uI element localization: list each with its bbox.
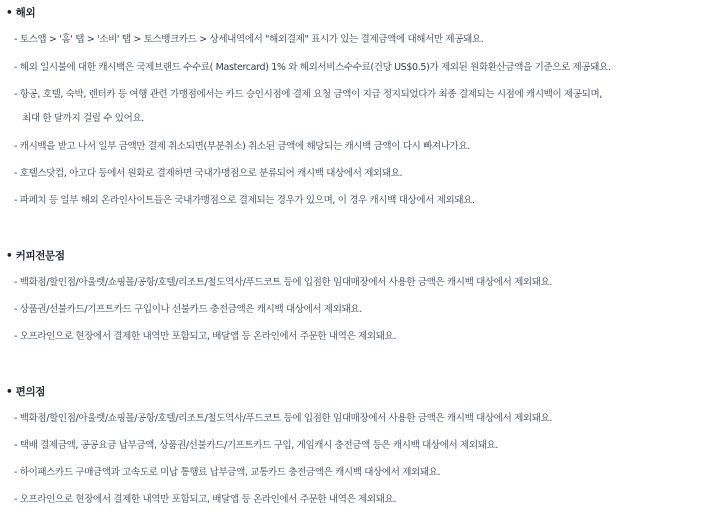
notice-line: - 항공, 호텔, 숙박, 렌터카 등 여행 관련 가맹점에서는 카드 승인시점에 결제 요청 금액이 지급 정지되었다가 최종 결제되는 시점에 캐시백이 제공되며, [14, 89, 602, 100]
notice-line: - 택배 결제금액, 공공요금 납부금액, 상품권/선불카드/기프트카드 구입, 게임캐시 충전금액 등은 캐시백 대상에서 제외돼요. [14, 440, 499, 451]
section-title-convenience-store: • 편의점 [6, 386, 46, 398]
notice-line-continued: 최대 한 달까지 걸릴 수 있어요. [22, 113, 144, 124]
notice-line: - 오프라인으로 현장에서 결제한 내역만 포함되고, 배달앱 등 온라인에서 주문한 내역은 제외돼요. [14, 331, 397, 342]
notice-line: - 오프라인으로 현장에서 결제한 내역만 포함되고, 배달앱 등 온라인에서 주문한 내역은 제외돼요. [14, 494, 397, 505]
notice-line: - 캐시백을 받고 나서 일부 금액만 결제 취소되면(부분취소) 취소된 금액에 해당되는 캐시백 금액이 다시 빠져나가요. [14, 141, 470, 152]
section-title-overseas: • 해외 [6, 7, 36, 19]
notice-line: - 파페치 등 일부 해외 온라인사이트들은 국내가맹점으로 결제되는 경우가 있으며, 이 경우 캐시백 대상에서 제외돼요. [14, 195, 475, 206]
notice-line: - 호텔스닷컴, 아고다 등에서 원화로 결제하면 국내가맹점으로 분류되어 캐시백 대상에서 제외돼요. [14, 168, 403, 179]
notice-line: - 토스앱 > '홈' 탭 > '소비' 탭 > 토스뱅크카드 > 상세내역에서 "해외결제" 표시가 있는 결제금액에 대해서만 제공돼요. [14, 34, 484, 45]
notice-line: - 해외 일시불에 대한 캐시백은 국제브랜드 수수료( Mastercard) 1% 와 해외서비스수수료(건당 US$0.5)가 제외된 원화환산금액을 기준으로 제공돼요. [14, 62, 611, 73]
notice-line: - 백화점/할인점/아울렛/쇼핑몰/공항/호텔/리조트/철도역사/푸드코트 등에 입점한 임대매장에서 사용한 금액은 캐시백 대상에서 제외돼요. [14, 413, 553, 424]
notice-line: - 상품권/선불카드/기프트카드 구입이나 선불카드 충전금액은 캐시백 대상에서 제외돼요. [14, 304, 362, 315]
notice-line: - 백화점/할인점/아울렛/쇼핑몰/공항/호텔/리조트/철도역사/푸드코트 등에 입점한 임대매장에서 사용한 금액은 캐시백 대상에서 제외돼요. [14, 277, 553, 288]
notice-line: - 하이패스카드 구매금액과 고속도로 미납 통행료 납부금액, 교통카드 충전금액은 캐시백 대상에서 제외돼요. [14, 467, 441, 478]
section-title-coffee: • 커피전문점 [6, 250, 65, 262]
